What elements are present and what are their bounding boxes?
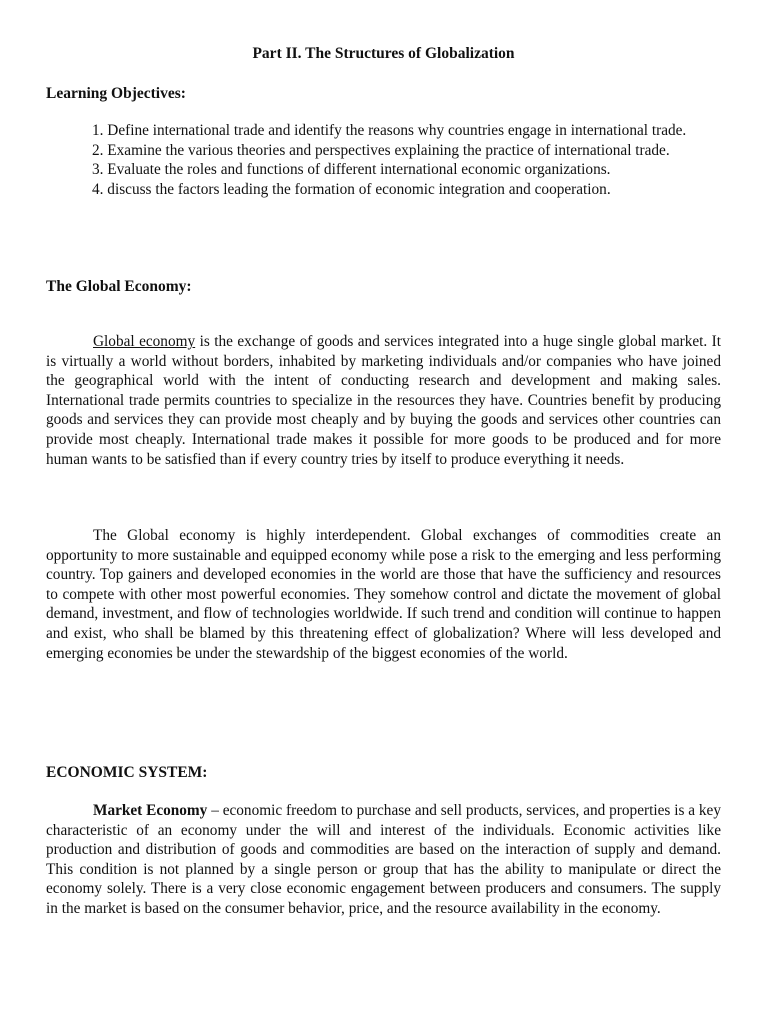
page-title: Part II. The Structures of Globalization [252,45,515,62]
objective-item: 2. Examine the various theories and perspectives explaining the practice of international trade. [92,141,670,159]
global-economy-paragraph-2: The Global economy is highly interdependent. Global exchanges of commodities create an opportunity to more sustainable and equipped economy while pose a risk to the emerging and less performing country. Top gainers and developed economies in the world are those that have the sufficiency and resources to compete with other most powerful economies. They somehow control and dictate the movement of global demand, investment, and flow of technologies worldwide. If such trend and condition will continue to happen and exist, who shall be blamed by this threatening effect of globalization? Where will less developed and emerging economies be under the stewardship of the biggest economies of the world. [46,527,721,662]
objective-item: 4. discuss the factors leading the formation of economic integration and cooperation. [92,180,611,198]
objective-item: 1. Define international trade and identify the reasons why countries engage in international trade. [92,122,687,139]
global-economy-paragraph-1 [46,332,721,469]
global-economy-definition: is the exchange of goods and services integrated into a huge single global market. It is virtually a world without borders, inhabited by marketing individuals and/or companies who have joined the geographical world with the intent of conducting research and development and making sales. International trade permits countries to specialize in the resources they have. Countries benefit by producing goods and services they can provide most cheaply and by buying the goods and services other countries can provide most cheaply. International trade makes it possible for more goods to be produced and for more human wants to be satisfied than if every country tries by itself to produce everything it needs. [46,333,721,468]
market-economy-definition: – economic freedom to purchase and sell products, services, and properties is a key characteristic of an economy under the will and interest of the individuals. Economic activities like production and distribution of goods and commodities are based on the interaction of supply and demand. This condition is not planned by a single person or group that has the ability to manipulate or direct the economy solely. There is a very close economic engagement between producers and consumers. The supply in the market is based on the consumer behavior, price, and the resource availability in the economy. [46,802,721,917]
global-economy-term: Global economy [93,333,196,350]
objective-item: 3. Evaluate the roles and functions of different international economic organizations. [92,161,611,179]
objectives-list [46,121,721,199]
learning-objectives-heading: Learning Objectives: [46,85,186,102]
market-economy-paragraph [46,801,721,919]
market-economy-term: Market Economy [93,802,208,819]
economic-system-heading: ECONOMIC SYSTEM: [46,764,208,781]
global-economy-heading: The Global Economy: [46,278,192,295]
